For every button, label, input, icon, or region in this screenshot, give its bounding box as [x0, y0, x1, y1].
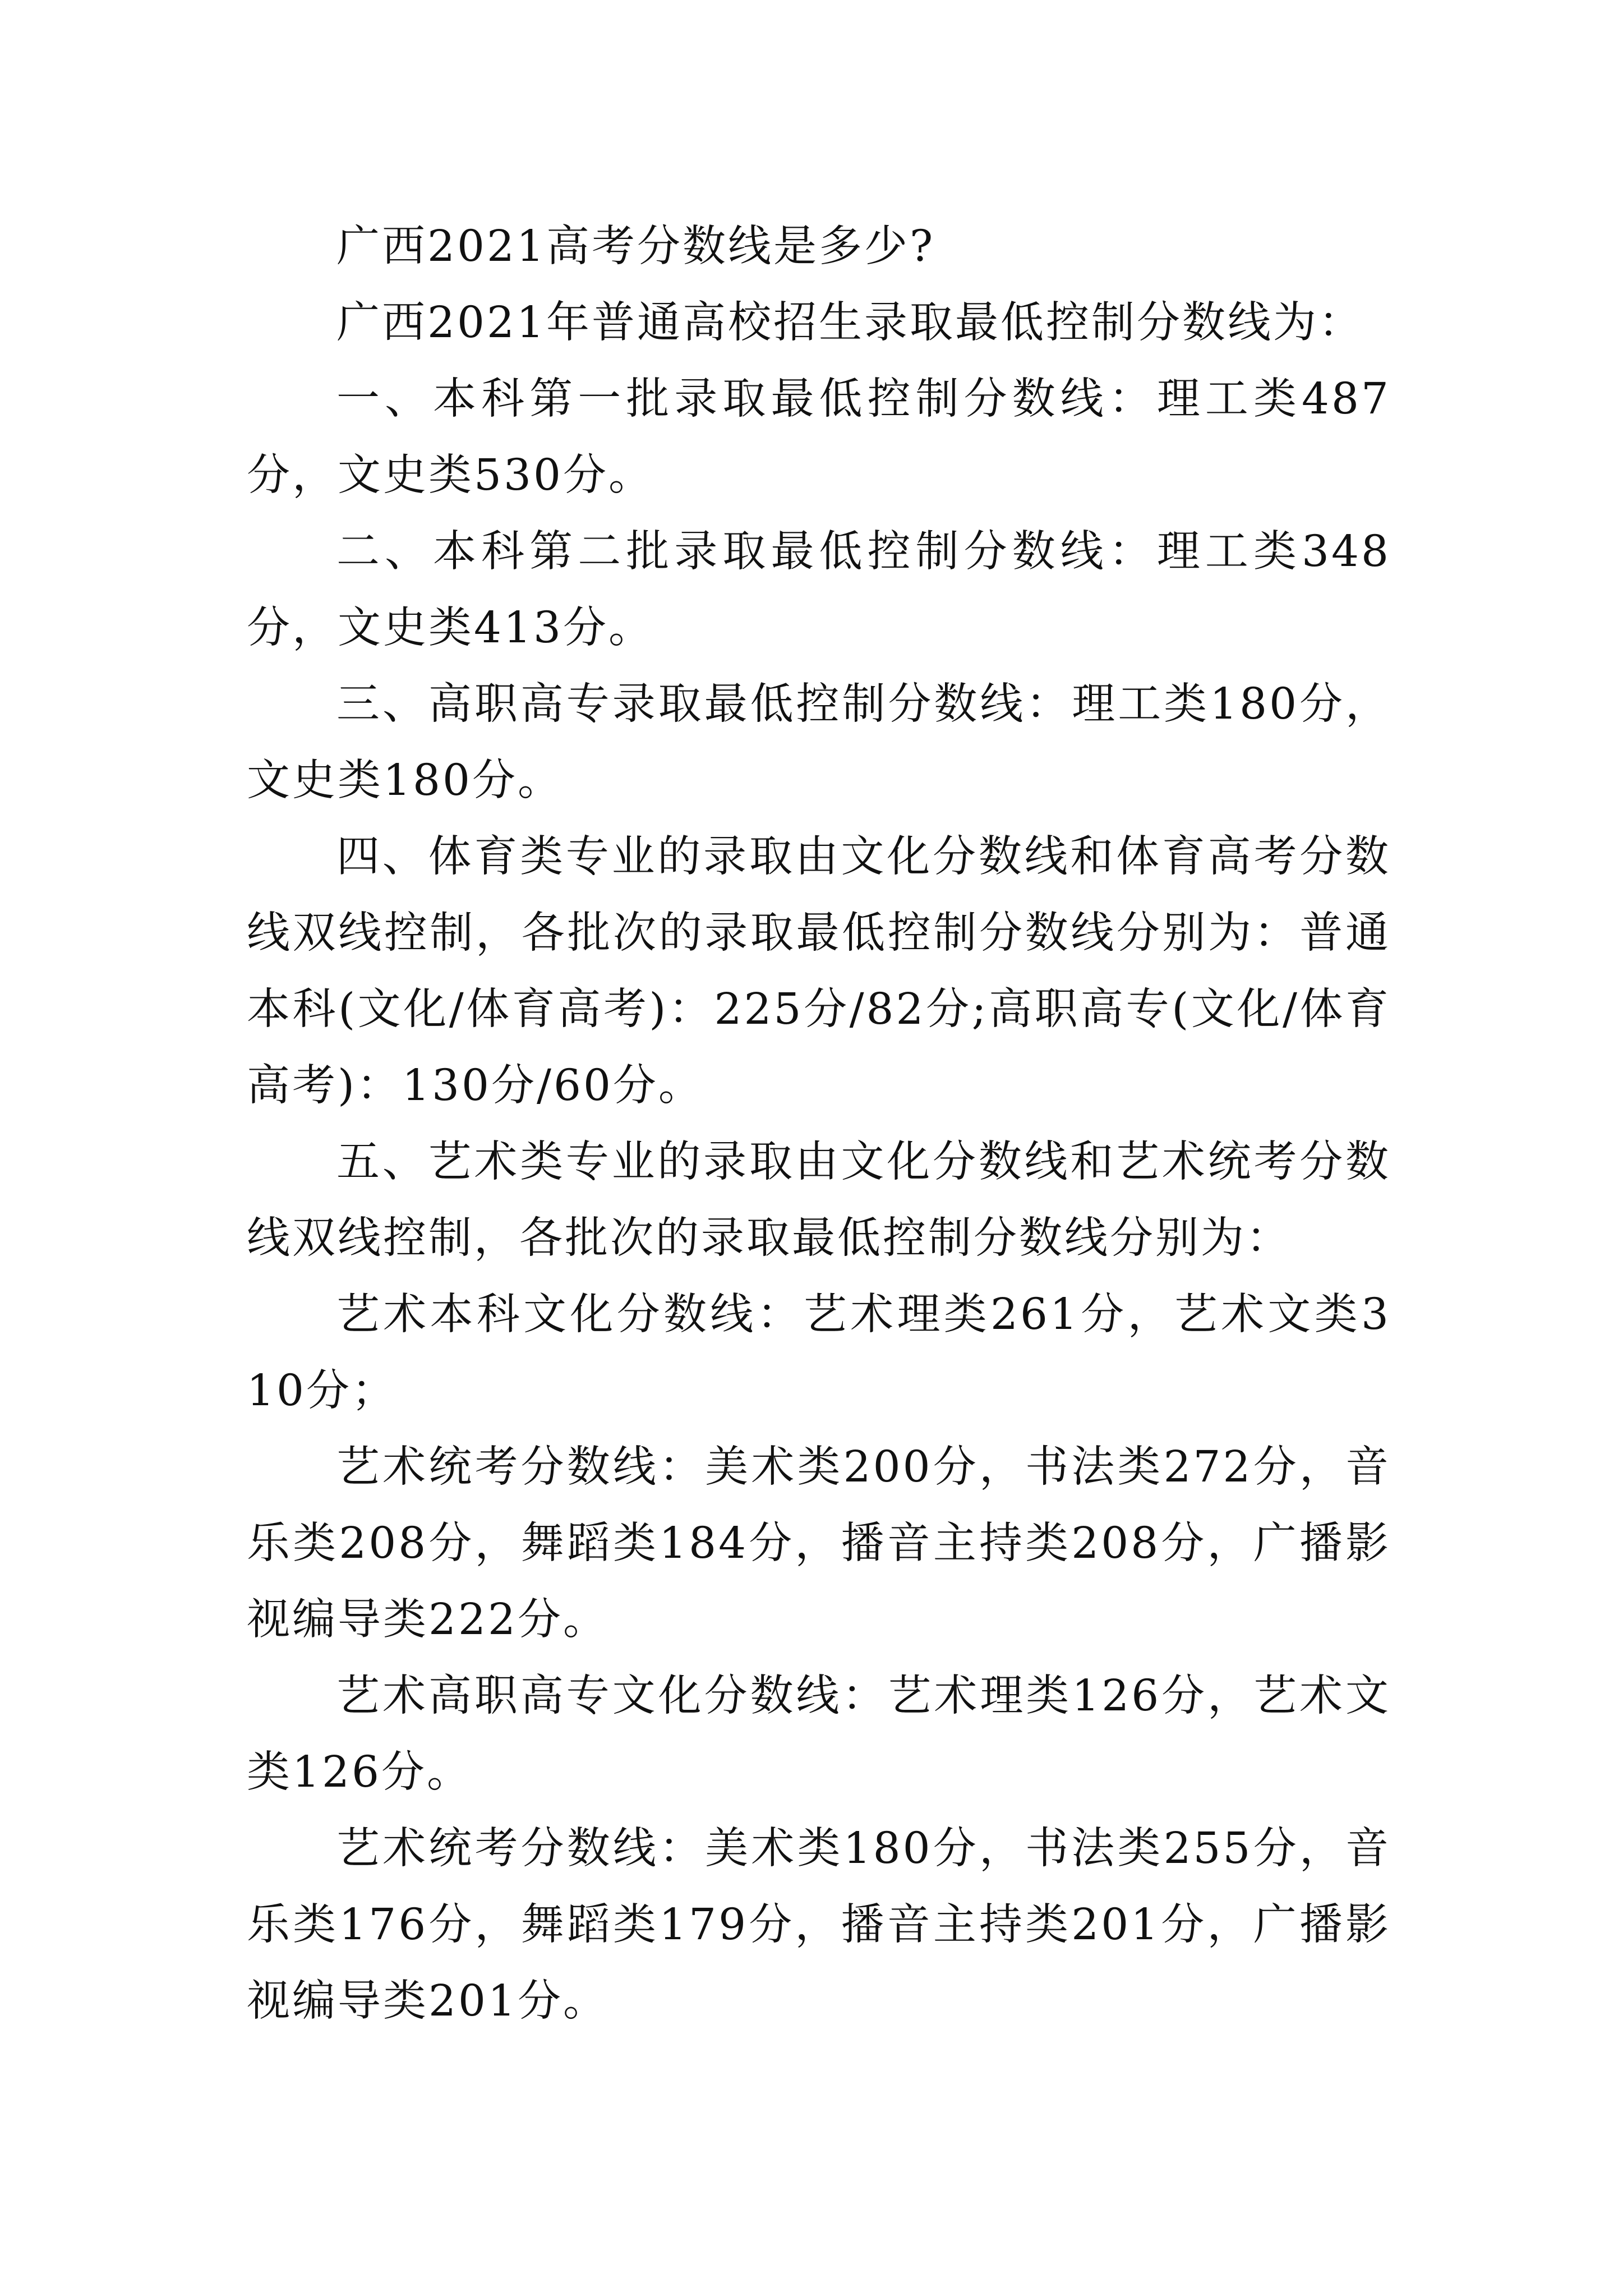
paragraph-arts: 五、艺术类专业的录取由文化分数线和艺术统考分数线双线控制，各批次的录取最低控制分数线分别为：: [247, 1137, 1391, 1263]
paragraph-sports: 四、体育类专业的录取由文化分数线和体育高考分数线双线控制，各批次的录取最低控制分数线分别为：普通本科(文化/体育高考)：225分/82分;高职高专(文化/体育高考)：130分/60分。: [247, 832, 1391, 1111]
paragraph-arts-vocational-exam: 艺术统考分数线：美术类180分，书法类255分，音乐类176分，舞蹈类179分，播音主持类201分，广播影视编导类201分。: [247, 1824, 1391, 2026]
paragraph-arts-vocational-culture: 艺术高职高专文化分数线：艺术理类126分，艺术文类126分。: [247, 1671, 1391, 1797]
document-body: [247, 209, 1391, 2040]
paragraph-second-batch: 二、本科第二批录取最低控制分数线：理工类348分，文史类413分。: [247, 527, 1391, 653]
intro-paragraph: 广西2021年普通高校招生录取最低控制分数线为：: [336, 298, 1364, 348]
paragraph-first-batch: 一、本科第一批录取最低控制分数线：理工类487分，文史类530分。: [247, 374, 1391, 500]
question-heading: 广西2021高考分数线是多少?: [336, 222, 935, 272]
paragraph-arts-undergrad-culture: 艺术本科文化分数线：艺术理类261分，艺术文类310分；: [247, 1290, 1391, 1416]
paragraph-vocational: 三、高职高专录取最低控制分数线：理工类180分，文史类180分。: [247, 679, 1391, 806]
paragraph-arts-undergrad-exam: 艺术统考分数线：美术类200分，书法类272分，音乐类208分，舞蹈类184分，播音主持类208分，广播影视编导类222分。: [247, 1442, 1391, 1645]
